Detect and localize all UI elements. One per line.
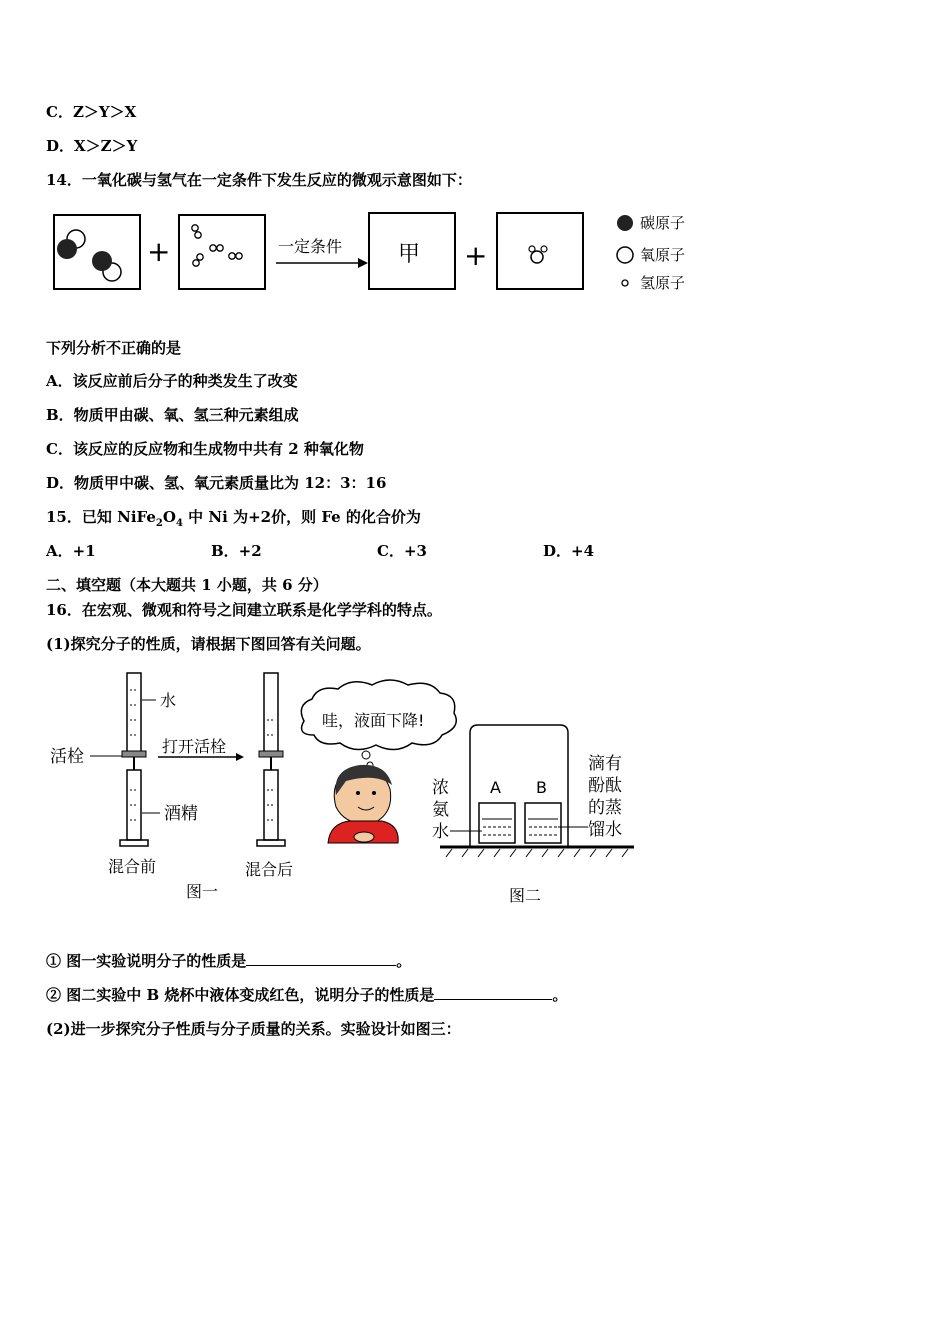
arrow-condition-label: 一定条件 [278, 237, 343, 256]
ammonia-label-3: 水 [432, 822, 449, 842]
q15-option-c: C．+3 [377, 542, 427, 560]
q14-option-c-post: 种氧化物 [303, 440, 364, 458]
q14-option-c [46, 439, 364, 459]
ammonia-label-2: 氨 [432, 800, 449, 820]
product-jia-label: 甲 [398, 242, 421, 267]
q15-option-d: D．+4 [543, 542, 595, 560]
q14-option-b: B．物质甲由碳、氧、氢三种元素组成 [46, 406, 299, 424]
q16-stem: 16．在宏观、微观和符号之间建立联系是化学学科的特点。 [46, 601, 442, 619]
q15-stem [46, 507, 421, 534]
q15-fe: Fe [321, 508, 341, 526]
bell-jar [470, 725, 568, 847]
q16-sub2 [46, 985, 567, 1005]
q16-sub2-blank[interactable] [434, 985, 552, 1000]
carbon-atom-icon [617, 215, 633, 231]
q14-stem: 14．一氧化碳与氢气在一定条件下发生反应的微观示意图如下： [46, 171, 472, 189]
plus-sign-2: + [464, 239, 488, 272]
formula-sub2: 4 [175, 518, 183, 529]
q16-figures [46, 665, 646, 915]
q15-formula [117, 508, 183, 529]
q16-part1: (1)探究分子的性质，请根据下图回答有关问题。 [46, 635, 371, 653]
q16-sub1-blank[interactable] [246, 951, 396, 966]
bubble-text: 哇，液面下降! [322, 711, 425, 730]
q13-option-c: C．Z＞Y＞X [46, 103, 137, 121]
q14-option-d-pre: D．物质甲中碳、氢、氧元素质量比为 [46, 474, 300, 492]
label-stopcock: 活栓 [50, 747, 84, 767]
phenol-label-4: 馏水 [588, 820, 622, 840]
q16-part2: (2)进一步探究分子性质与分子质量的关系。实验设计如图三： [46, 1020, 461, 1038]
legend-hydrogen: 氢原子 [640, 274, 686, 292]
q14-prompt: 下列分析不正确的是 [46, 339, 182, 357]
q14-option-d [46, 473, 386, 493]
ammonia-label-1: 浓 [432, 778, 449, 798]
oxygen-atom-icon [617, 247, 633, 263]
formula-sub1: 2 [155, 518, 163, 529]
apparatus-before [120, 673, 160, 846]
label-open-stopcock: 打开活栓 [162, 737, 227, 756]
formula-part1: NiFe [117, 508, 156, 526]
q15-ni: Ni [208, 508, 228, 526]
beaker-b [525, 803, 561, 843]
boy-figure [328, 765, 398, 843]
label-alcohol: 酒精 [164, 804, 198, 824]
label-water: 水 [160, 691, 177, 710]
q16-sub2-mid: 烧杯中液体变成红色，说明分子的性质是 [164, 986, 435, 1004]
q13-option-d: D．X＞Z＞Y [46, 137, 138, 155]
table-surface [440, 847, 634, 857]
label-before: 混合前 [108, 857, 157, 876]
legend-oxygen: 氧原子 [640, 246, 686, 264]
q16-sub1-text: ① 图一实验说明分子的性质是 [46, 952, 247, 970]
phenol-label-2: 酚酞 [588, 776, 622, 796]
q15-stem-mid1: 中 [188, 508, 204, 526]
q15-option-a: A．+1 [46, 542, 96, 560]
section-2-title: 二、填空题（本大题共 1 小题，共 6 分） [46, 576, 328, 594]
q16-sub1-end: 。 [396, 952, 412, 970]
phenol-label-3: 的蒸 [588, 798, 622, 818]
q15-stem-mid2: 为+2价，则 [233, 508, 317, 526]
q16-sub1 [46, 951, 411, 971]
q14-option-c-pre: C．该反应的反应物和生成物中共有 [46, 440, 283, 458]
q15-option-b: B．+2 [211, 542, 262, 560]
q15-stem-post: 的化合价为 [345, 508, 421, 526]
q16-sub2-b: B [146, 986, 160, 1004]
fig1-caption: 图一 [186, 882, 219, 901]
hydrogen-atom-icon [622, 280, 628, 286]
fig2-caption: 图二 [509, 886, 542, 905]
apparatus-after [257, 673, 285, 846]
q16-sub2-pre: ② 图二实验中 [46, 986, 142, 1004]
legend-carbon: 碳原子 [640, 214, 686, 232]
label-after: 混合后 [245, 860, 294, 879]
beaker-a-label: A [490, 778, 501, 797]
q16-sub2-end: 。 [552, 986, 568, 1004]
q15-stem-pre: 15．已知 [46, 508, 112, 526]
q14-reaction-diagram [46, 205, 706, 305]
phenol-label-1: 滴有 [588, 754, 622, 774]
q14-option-d-ratio: 12：3：16 [304, 474, 387, 492]
plus-sign-1: + [147, 235, 171, 268]
formula-part2: O [162, 508, 176, 526]
beaker-b-label: B [536, 778, 547, 797]
q14-option-a: A．该反应前后分子的种类发生了改变 [46, 372, 298, 390]
q14-option-c-num: 2 [288, 440, 299, 458]
beaker-a [479, 803, 515, 843]
